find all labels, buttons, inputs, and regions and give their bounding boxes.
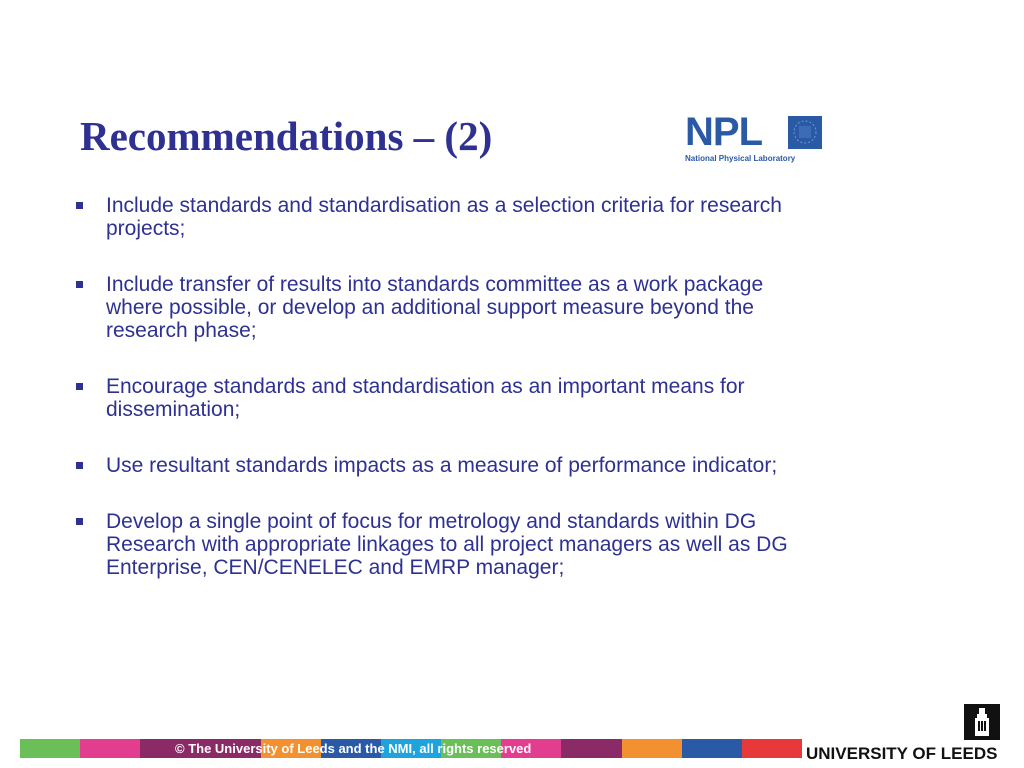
list-item — [75, 375, 795, 421]
bullet-icon — [76, 462, 83, 469]
university-name: UNIVERSITY OF LEEDS — [806, 744, 998, 763]
stripe-segment — [622, 739, 682, 758]
list-item — [75, 194, 795, 240]
bullet-icon — [76, 518, 83, 525]
recommendation-list — [75, 194, 795, 579]
list-item — [75, 510, 795, 579]
npl-logo-subtitle: National Physical Laboratory — [685, 154, 796, 163]
npl-emblem-icon — [788, 116, 822, 149]
list-item-text: Develop a single point of focus for metrology and standards within DG Research with appropriate linkages to all project managers as well as DG Enterprise, CEN/CENELEC and EMRP manager; — [106, 510, 788, 579]
list-item-text: Encourage standards and standardisation as an important means for dissemination; — [106, 375, 745, 421]
npl-logo — [685, 110, 825, 168]
bullet-icon — [76, 281, 83, 288]
list-item-text: Include standards and standardisation as a selection criteria for research projects; — [106, 194, 782, 240]
footer-copyright: © The University of Leeds and the NMI, all rights reserved — [175, 741, 532, 756]
list-item — [75, 454, 795, 477]
npl-logo-letters: NPL — [685, 110, 762, 154]
stripe-segment — [561, 739, 621, 758]
stripe-segment — [682, 739, 742, 758]
stripe-segment — [20, 739, 80, 758]
bullet-icon — [76, 383, 83, 390]
stripe-segment — [742, 739, 802, 758]
bullet-icon — [76, 202, 83, 209]
list-item-text: Include transfer of results into standards committee as a work package where possible, or develop an additional support measure beyond the research phase; — [106, 273, 764, 342]
list-item-text: Use resultant standards impacts as a measure of performance indicator; — [106, 454, 778, 477]
slide-title: Recommendations – (2) — [80, 113, 493, 159]
list-item — [75, 273, 795, 342]
stripe-segment — [80, 739, 140, 758]
parkinson-tower-icon — [964, 704, 1000, 740]
